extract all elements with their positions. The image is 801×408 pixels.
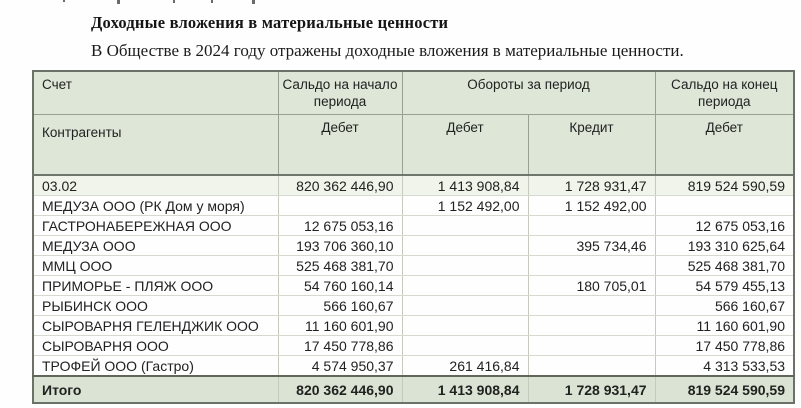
header-cell-turnover: Обороты за период bbox=[402, 71, 655, 115]
amount-cell bbox=[528, 336, 655, 356]
header-cell-turnover-debit: Дебет bbox=[402, 115, 528, 176]
amount-cell bbox=[278, 196, 402, 216]
amount-cell: 395 734,46 bbox=[528, 236, 655, 256]
amount-cell bbox=[402, 276, 528, 296]
amount-cell: 1 152 492,00 bbox=[402, 196, 528, 216]
header-cell-turnover-credit: Кредит bbox=[528, 115, 655, 176]
amount-cell: 1 413 908,84 bbox=[402, 376, 528, 403]
table-row bbox=[33, 175, 794, 196]
amount-cell: 4 574 950,37 bbox=[278, 356, 402, 377]
amount-cell bbox=[402, 256, 528, 276]
amount-cell: 261 416,84 bbox=[402, 356, 528, 377]
amount-cell bbox=[528, 356, 655, 377]
table-row bbox=[33, 236, 794, 256]
amount-cell: 566 160,67 bbox=[655, 296, 794, 316]
amount-cell: 819 524 590,59 bbox=[655, 175, 794, 196]
header-row-groups bbox=[33, 71, 794, 115]
amount-cell bbox=[655, 196, 794, 216]
total-row bbox=[33, 376, 794, 403]
clipped-previous-line-fragment bbox=[33, 0, 263, 6]
amount-cell: 1 413 908,84 bbox=[402, 175, 528, 196]
table-row bbox=[33, 316, 794, 336]
amount-cell: 11 160 601,90 bbox=[655, 316, 794, 336]
amount-cell bbox=[402, 216, 528, 236]
table-row bbox=[33, 336, 794, 356]
header-cell-account: Счет bbox=[33, 71, 278, 115]
intro-paragraph: В Обществе в 2024 году отражены доходные вложения в материальные ценности. bbox=[91, 41, 684, 60]
table-row bbox=[33, 196, 794, 216]
amount-cell: 820 362 446,90 bbox=[278, 175, 402, 196]
amount-cell: 17 450 778,86 bbox=[278, 336, 402, 356]
table-row bbox=[33, 296, 794, 316]
amount-cell bbox=[528, 296, 655, 316]
amount-cell bbox=[402, 316, 528, 336]
amount-cell: 54 760 160,14 bbox=[278, 276, 402, 296]
amount-cell bbox=[402, 296, 528, 316]
amount-cell: 1 728 931,47 bbox=[528, 175, 655, 196]
counterparty-cell: МЕДУЗА ООО (РК Дом у моря) bbox=[33, 196, 278, 216]
counterparty-cell: Итого bbox=[33, 376, 278, 403]
amount-cell: 193 310 625,64 bbox=[655, 236, 794, 256]
counterparty-cell: 03.02 bbox=[33, 175, 278, 196]
counterparty-cell: ПРИМОРЬЕ - ПЛЯЖ ООО bbox=[33, 276, 278, 296]
header-cell-opening-debit: Дебет bbox=[278, 115, 402, 176]
counterparty-cell: МЕДУЗА ООО bbox=[33, 236, 278, 256]
counterparty-cell: РЫБИНСК ООО bbox=[33, 296, 278, 316]
amount-cell: 1 728 931,47 bbox=[528, 376, 655, 403]
amount-cell: 17 450 778,86 bbox=[655, 336, 794, 356]
amount-cell bbox=[402, 336, 528, 356]
amount-cell: 4 313 533,53 bbox=[655, 356, 794, 377]
header-row-columns bbox=[33, 115, 794, 176]
amount-cell: 11 160 601,90 bbox=[278, 316, 402, 336]
counterparty-cell: ГАСТРОНАБЕРЕЖНАЯ ООО bbox=[33, 216, 278, 236]
amount-cell bbox=[528, 216, 655, 236]
amount-cell bbox=[402, 236, 528, 256]
amount-cell bbox=[528, 316, 655, 336]
counterparty-cell: СЫРОВАРНЯ ГЕЛЕНДЖИК ООО bbox=[33, 316, 278, 336]
table-header bbox=[33, 71, 794, 175]
counterparty-cell: ММЦ ООО bbox=[33, 256, 278, 276]
header-cell-closing-balance: Сальдо на конец периода bbox=[655, 71, 794, 115]
counterparty-cell: ТРОФЕЙ ООО (Гастро) bbox=[33, 356, 278, 377]
header-cell-counterparties: Контрагенты bbox=[33, 115, 278, 176]
table-row bbox=[33, 356, 794, 377]
amount-cell: 1 152 492,00 bbox=[528, 196, 655, 216]
amount-cell: 54 579 455,13 bbox=[655, 276, 794, 296]
amount-cell: 180 705,01 bbox=[528, 276, 655, 296]
header-cell-closing-debit: Дебет bbox=[655, 115, 794, 176]
amount-cell: 12 675 053,16 bbox=[655, 216, 794, 236]
table-row bbox=[33, 216, 794, 236]
amount-cell: 820 362 446,90 bbox=[278, 376, 402, 403]
table-row bbox=[33, 256, 794, 276]
amount-cell: 193 706 360,10 bbox=[278, 236, 402, 256]
amount-cell: 819 524 590,59 bbox=[655, 376, 794, 403]
ledger-table bbox=[32, 70, 795, 404]
table-row bbox=[33, 276, 794, 296]
amount-cell: 525 468 381,70 bbox=[278, 256, 402, 276]
amount-cell: 12 675 053,16 bbox=[278, 216, 402, 236]
section-heading: Доходные вложения в материальные ценности bbox=[91, 13, 449, 32]
amount-cell: 525 468 381,70 bbox=[655, 256, 794, 276]
counterparty-cell: СЫРОВАРНЯ ООО bbox=[33, 336, 278, 356]
amount-cell bbox=[528, 256, 655, 276]
table-body bbox=[33, 175, 794, 403]
amount-cell: 566 160,67 bbox=[278, 296, 402, 316]
header-cell-opening-balance: Сальдо на начало периода bbox=[278, 71, 402, 115]
